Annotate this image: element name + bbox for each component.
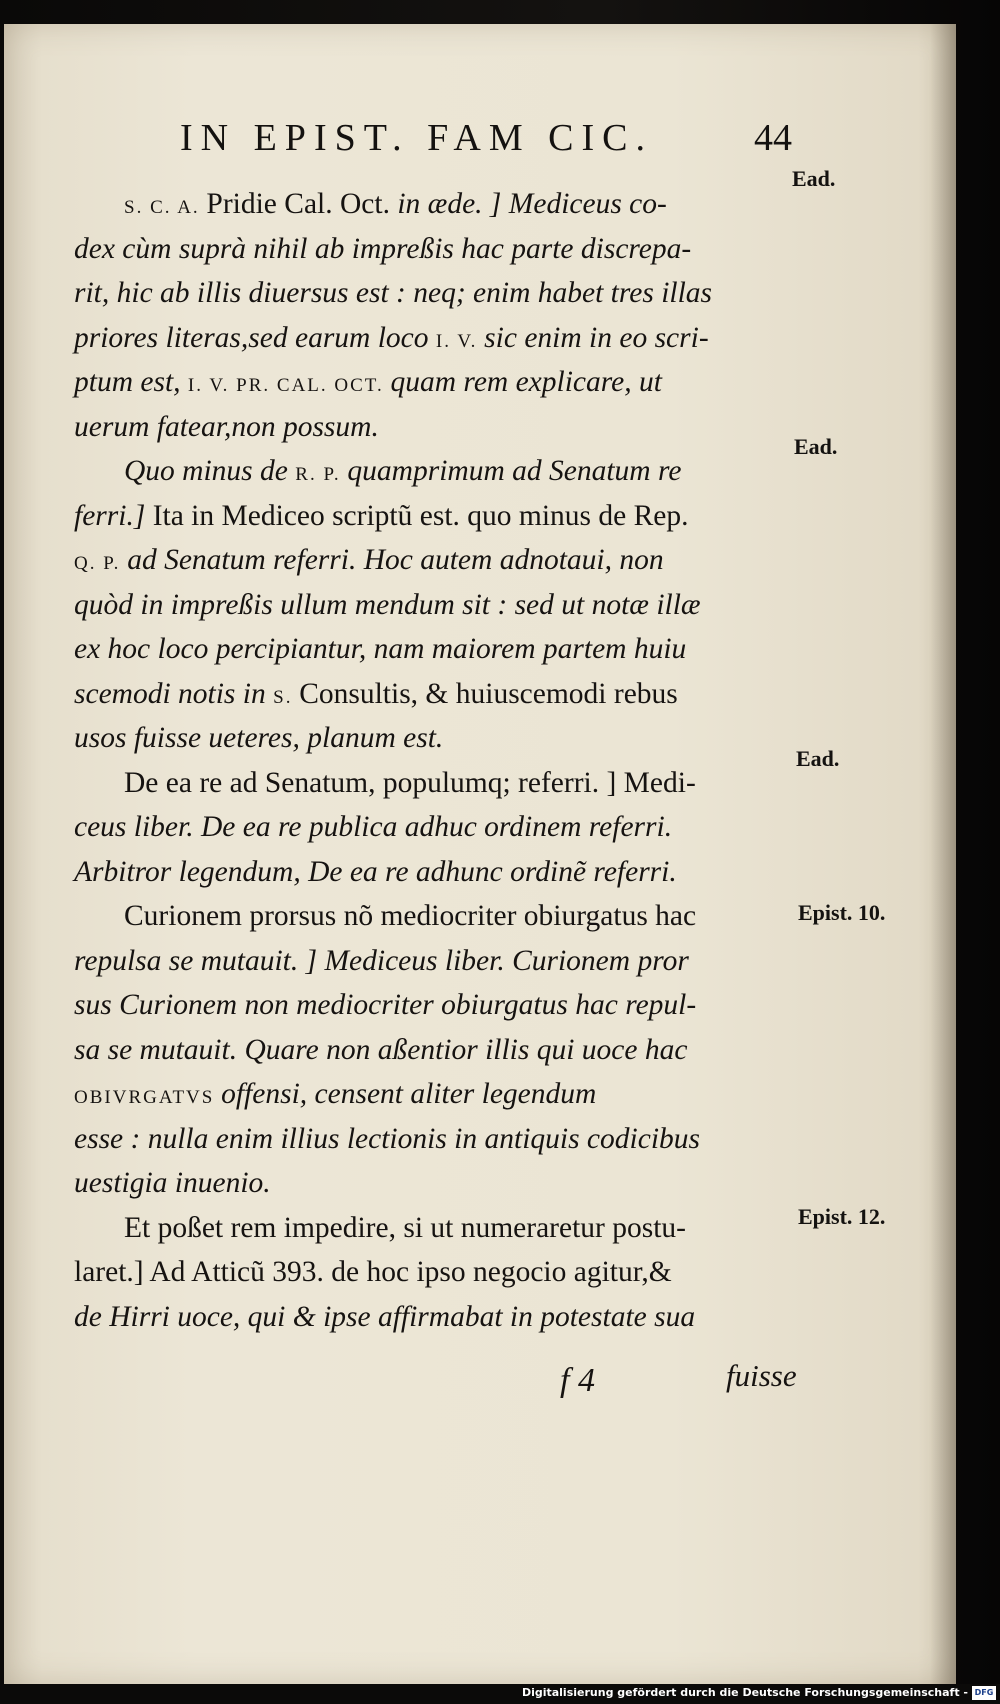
text-run: uestigia inuenio. xyxy=(74,1167,271,1199)
book-page xyxy=(4,24,956,1684)
text-run: quam rem explicare, ut xyxy=(390,366,662,398)
text-line xyxy=(74,494,794,539)
text-run: quamprimum ad Senatum re xyxy=(347,455,682,487)
text-line xyxy=(74,182,794,227)
margin-note: Epist. 10. xyxy=(798,900,886,925)
text-run: S. xyxy=(273,686,300,708)
text-run: scemodi notis in xyxy=(74,677,274,710)
text-line xyxy=(74,271,794,316)
body-text xyxy=(74,182,794,1339)
text-run: I. V. xyxy=(435,330,485,352)
text-line xyxy=(74,1028,794,1073)
margin-note: Ead. xyxy=(792,166,836,191)
text-run: sic enim in eo scri- xyxy=(484,321,709,354)
text-line xyxy=(74,538,794,583)
text-line xyxy=(74,227,794,272)
text-run: ceus liber. De ea re publica adhuc ordinem referri. xyxy=(74,811,673,843)
text-run: Consultis, & huiuscemodi rebus xyxy=(299,677,678,710)
text-run: rit, hic ab illis diuersus est : neq; enim habet tres illas xyxy=(74,277,713,309)
text-line xyxy=(74,850,794,895)
text-run: Q. P. xyxy=(74,553,128,574)
text-line xyxy=(74,894,794,939)
text-line xyxy=(74,1117,794,1162)
margin-note: Ead. xyxy=(794,434,838,459)
catchword: fuisse xyxy=(726,1358,797,1393)
text-run: repulsa se mutauit. ] Mediceus liber. Curionem pror xyxy=(74,944,689,977)
text-line xyxy=(74,1161,794,1206)
margin-note: Epist. 12. xyxy=(798,1204,886,1229)
text-run: Arbitror legendum, De ea re adhunc ordinẽ referri. xyxy=(74,855,677,888)
funding-credit: Digitalisierung gefördert durch die Deutsche Forschungsgemeinschaft - xyxy=(521,1686,968,1699)
text-run: R. P. xyxy=(295,464,348,485)
text-line xyxy=(74,1072,794,1117)
text-run: de Hirri uoce, qui & ipse affirmabat in potestate sua xyxy=(74,1300,696,1333)
text-line xyxy=(74,405,794,450)
running-head xyxy=(4,116,884,176)
text-run: Pridie Cal. Oct. xyxy=(206,188,398,220)
text-run: in æde. ] Mediceus co- xyxy=(397,188,667,220)
text-line xyxy=(74,583,794,628)
text-run: De ea re ad Senatum, populumq; referri. ] Medi- xyxy=(124,766,696,799)
text-run: sus Curionem non mediocriter obiurgatus hac repul- xyxy=(74,989,697,1021)
text-line xyxy=(74,1206,794,1251)
text-line xyxy=(74,716,794,761)
text-run: dex cùm suprà nihil ab impreßis hac parte discrepa- xyxy=(74,232,692,265)
text-line xyxy=(74,983,794,1028)
text-run: Quo minus de xyxy=(124,455,296,487)
text-run: laret.] Ad Atticũ 393. de hoc ipso negocio agitur,& xyxy=(74,1256,672,1288)
text-run: ferri.] xyxy=(74,499,153,532)
text-run: OBIVRGATVS xyxy=(74,1087,222,1108)
text-run: usos fuisse ueteres, planum est. xyxy=(74,722,444,754)
text-line xyxy=(74,761,794,806)
page-number: 44 xyxy=(754,117,792,159)
text-line xyxy=(74,805,794,850)
text-run: ex hoc loco percipiantur, nam maiorem partem huiu xyxy=(74,633,687,665)
text-run: sa se mutauit. Quare non aßentior illis qui uoce hac xyxy=(74,1033,688,1066)
text-run: ptum est, xyxy=(74,366,188,398)
text-line xyxy=(74,360,794,405)
text-line xyxy=(74,449,794,494)
text-run: Ita in Mediceo scriptũ est. quo minus de Rep. xyxy=(152,499,689,532)
text-run: I. V. PR. CAL. OCT. xyxy=(187,375,391,396)
text-line xyxy=(74,627,794,672)
margin-note: Ead. xyxy=(796,746,840,771)
text-run: Curionem prorsus nõ mediocriter obiurgatus hac xyxy=(124,900,697,932)
text-run: ad Senatum referri. Hoc autem adnotaui, non xyxy=(127,544,664,576)
text-run: Et poßet rem impedire, si ut numeraretur postu- xyxy=(124,1211,686,1244)
text-line xyxy=(74,1295,794,1340)
text-run: esse : nulla enim illius lectionis in antiquis codicibus xyxy=(74,1122,700,1155)
text-line xyxy=(74,1250,794,1295)
signature-mark: f 4 xyxy=(560,1362,595,1399)
text-line xyxy=(74,939,794,984)
credit-bar xyxy=(0,1684,1000,1704)
text-line xyxy=(74,672,794,717)
text-run: priores literas,sed earum loco xyxy=(74,321,436,354)
text-line xyxy=(74,316,794,361)
dfg-logo: DFG xyxy=(972,1686,996,1700)
text-run: quòd in impreßis ullum mendum sit : sed ut notæ illæ xyxy=(74,588,701,621)
text-run: S. C. A. xyxy=(124,197,207,218)
text-run: offensi, censent aliter legendum xyxy=(221,1078,597,1110)
text-run: uerum fatear,non possum. xyxy=(74,410,379,443)
running-head-title: IN EPIST. FAM CIC. xyxy=(180,117,654,159)
